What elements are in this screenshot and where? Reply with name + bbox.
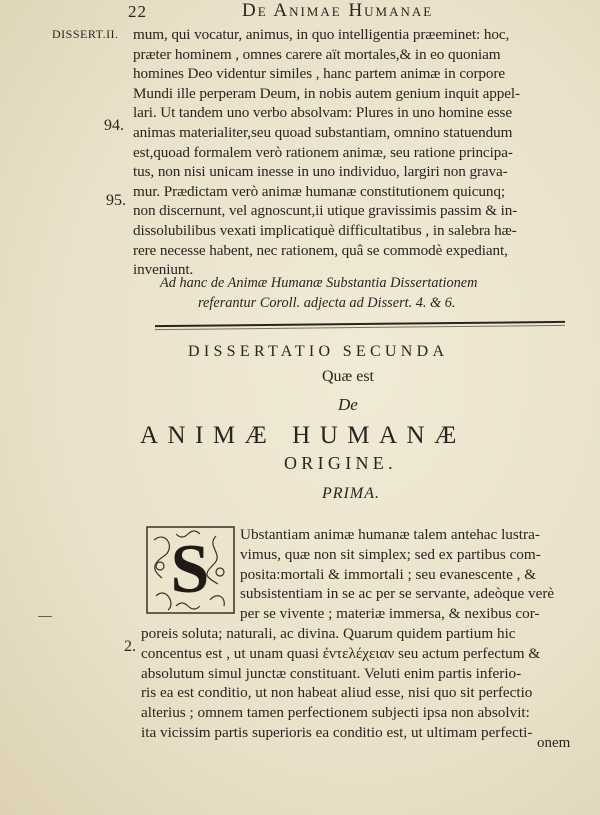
paragraph-body [141,624,540,743]
text-line: non discernunt, vel agnoscunt,ii utique gravissimis passim & in- [133,202,518,220]
text-line: per se vivente ; materiæ immersa, & nexibus cor- [240,605,540,623]
text-line: subsistentiam in se ac per se servante, adeòque verè [240,585,555,603]
text-line: lari. Ut tandem uno verbo absolvam: Plures in uno homine esse [133,104,513,122]
decorated-initial-s [146,526,235,614]
text-line: Mundi ille perperam Deum, in nobis autem genium inquit appel- [133,84,521,102]
note-line-2: referantur Coroll. adjecta ad Dissert. 4. & 6. [198,295,456,311]
note-line-1: Ad hanc de Animæ Humanæ Substantia Dissertationem [160,275,478,291]
catchword: onem [537,735,571,751]
paragraph-continuation [133,25,520,280]
paragraph-opening [240,525,554,624]
text-line: absolutum simul junctæ constituant. Veluti enim partis inferio- [141,664,522,682]
section-number-94: 94. [104,117,124,134]
dissertation-heading: DISSERTATIO SECUNDA [188,343,449,360]
heading-prima: PRIMA. [322,485,380,502]
margin-reference: DISSERT.II. [52,27,119,41]
text-line: mur. Prædictam verò animæ humanæ constitutionem quicunq; [133,182,505,200]
text-line: concentus est , ut unam quasi ἐντελέχειαν seu actum perfectum & [141,644,541,662]
section-number-95: 95. [106,192,126,209]
text-line: ita vicissim partis superioris ea conditio est, ut ultimam perfecti- [141,723,533,741]
text-line: ris ea est conditio, ut non habeat aliud esse, nisi quo sit perfectio [141,684,533,702]
page-number: 22 [128,2,147,21]
section-number-2: 2. [124,638,136,655]
text-line: præter hominem , omnes carere aït mortales,& in eo quoniam [133,45,501,63]
margin-dash [38,616,52,617]
cross-reference-note [160,273,477,313]
text-line: est,quoad formalem verò rationem animæ, seu ratione principa- [133,143,513,161]
text-line: dissolubilibus vexati implicatiquè difficultatibus , in salebra hæ- [133,221,517,239]
initial-letter: S [170,531,210,608]
text-line: tus, non nisi unicam inesse in uno individuo, largiri non grava- [133,163,508,181]
text-line: poreis soluta; naturali, ac divina. Quarum quidem partium hic [141,625,516,642]
text-line: alterius ; omnem tamen perfectionem subjecti ipsa non absolvit: [141,704,530,722]
text-line: Ubstantiam animæ humanæ talem antehac lustra- [240,526,540,543]
heading-animae-humanae: ANIMÆ HUMANÆ [140,422,466,449]
text-line: homines Deo videntur similes , hanc partem animæ in corpore [133,65,506,83]
text-line: rere necesse habent, nec rationem, quâ se commodè expediant, [133,241,508,259]
text-line: inveniunt. [133,261,194,279]
heading-origine: ORIGINE. [284,453,397,473]
text-line: posita:mortali & immortali ; seu evanescente , & [240,565,537,583]
text-line: mum, qui vocatur, animus, in quo intelligentia præeminet: hoc, [133,26,510,43]
text-line: vimus, quæ non sit simplex; sed ex partibus com- [240,545,541,563]
heading-quae-est: Quæ est [322,368,374,385]
running-title: De Animae Humanae [242,0,434,21]
text-line: animas materialiter,seu quoad substantiam, omnino statuendum [133,123,513,141]
heading-de: De [338,395,358,414]
